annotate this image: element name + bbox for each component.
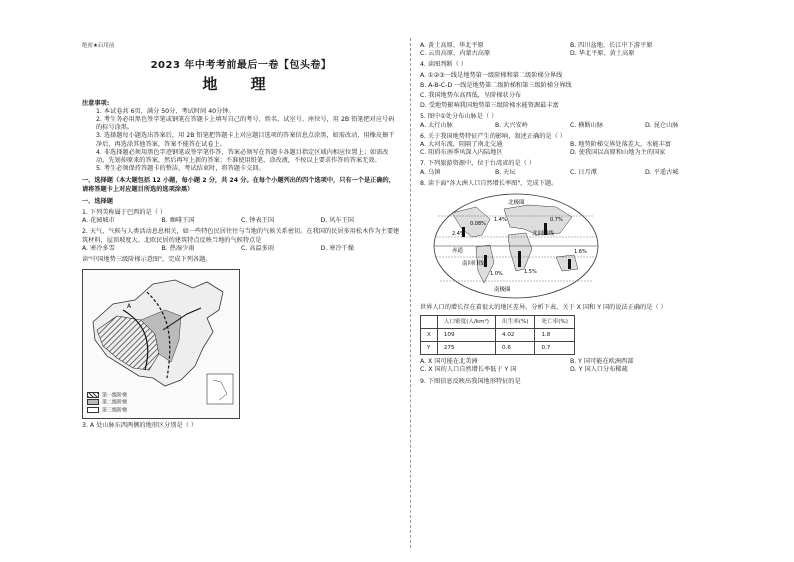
map-label-tropic-s: 南回归线 xyxy=(462,261,485,268)
options xyxy=(82,217,400,225)
question-4-stem: 4. 读图判断（ ） xyxy=(420,61,467,69)
rate-label: 0.7% xyxy=(550,217,563,224)
option[interactable]: C. 日月潭 xyxy=(570,168,597,176)
rate-label: 2.4% xyxy=(452,231,465,238)
question-8-stem: 8. 读下面"各大洲人口自然增长率图"，完成下题。 xyxy=(420,179,558,187)
option[interactable]: C. 云贵高原、内蒙古高原 xyxy=(420,50,491,58)
notice-item: 2. 考生务必用黑色签字笔或钢笔在答题卡上填写自己的考号、姓名、试室号、座位号，用 2B 铅笔把对应号码的标号涂黑。 xyxy=(96,116,395,132)
option[interactable]: A. 乌镇 xyxy=(420,168,441,176)
legend-swatch xyxy=(87,407,99,413)
option[interactable]: D. 使我国以高原和山地为主的国家 xyxy=(570,149,666,157)
rate-label: 1.5% xyxy=(524,269,537,276)
table-cell: 109 xyxy=(437,329,495,342)
question-stem: 2. 天气、气候与人类活动息息相关，如一些特色民居往往与当地的气候关系密切。在我国的民居多用松木作为主要建筑材料，屋顶坡度大。北欧民居的建筑特点反映当地的气候特点是 xyxy=(82,228,400,244)
option[interactable]: D. 华北平原、黄土高原 xyxy=(570,50,635,58)
question-5-options xyxy=(420,122,720,130)
option[interactable]: A. 大河东流，阻隔了南北交通 xyxy=(420,141,503,149)
legend-item: 第一级阶梯 xyxy=(87,392,127,400)
exam-title: 2023 年中考考前最后一卷【包头卷】 xyxy=(150,60,332,72)
map-label-south-pole: 南极圈 xyxy=(494,287,511,294)
option[interactable]: C. 我国地势东高西低，呈阶梯状分布 xyxy=(420,92,522,100)
table-header xyxy=(421,316,438,329)
option[interactable]: B. 地势阶梯交界处落差大，水能丰富 xyxy=(570,141,671,149)
question-3-stem: 3. A 处山脉东西两侧的地形区分别是（ ） xyxy=(82,422,198,430)
option[interactable]: C. 阻碍东南季风深入内陆地区 xyxy=(420,149,503,157)
map-label-tropic-n: 北回归线 xyxy=(532,231,555,238)
question-6-stem: 6. 关于我国地势特征产生的影响，叙述正确的是（ ） xyxy=(420,132,566,140)
option[interactable]: B. 天坛 xyxy=(495,168,516,176)
option[interactable]: D. 昆仑山脉 xyxy=(645,121,679,129)
rate-label: 1.4% xyxy=(494,217,507,224)
table-header-row xyxy=(421,316,575,329)
question-4-options xyxy=(420,72,720,111)
notice-heading: 注意事项: xyxy=(82,99,110,107)
legend-swatch xyxy=(87,399,99,405)
column-divider xyxy=(410,38,411,548)
option[interactable]: C. 横断山脉 xyxy=(570,121,604,129)
rate-label: 1.0% xyxy=(490,271,503,278)
option[interactable]: B. Y 国可能在欧洲西部 xyxy=(570,358,634,366)
option[interactable]: A. 太行山脉 xyxy=(420,121,453,129)
notice-list xyxy=(82,108,400,174)
option[interactable]: D. 寒冷干燥 xyxy=(320,244,354,252)
option[interactable]: C. X 国的人口自然增长率低于 Y 国 xyxy=(420,366,517,374)
question-1 xyxy=(82,209,400,225)
map-label-equator: 赤道 xyxy=(452,248,464,255)
option[interactable]: B. 四川盆地、长江中下游平原 xyxy=(570,42,653,49)
option[interactable]: D. 风车王国 xyxy=(320,217,354,225)
rate-label: 1.6% xyxy=(574,249,587,256)
world-population-map xyxy=(432,191,600,301)
question-3-options xyxy=(420,42,720,58)
option[interactable]: B. 大兴安岭 xyxy=(495,121,528,129)
table-cell: Y xyxy=(421,342,438,355)
option[interactable]: D. 受地势影响我国地势第三级阶梯水能资源最丰富 xyxy=(420,102,559,110)
legend-item: 第三级阶梯 xyxy=(87,407,127,415)
option[interactable]: A. 寒冷多雪 xyxy=(82,244,115,252)
world-map-graphic xyxy=(432,191,600,301)
option[interactable]: D. Y 国人口分布稀疏 xyxy=(570,366,628,374)
option[interactable]: B. 咖啡王国 xyxy=(161,217,195,225)
legend-item: 第二级阶梯 xyxy=(87,399,127,407)
table-header: 人口密度(人/km²) xyxy=(437,316,495,329)
data-table xyxy=(420,315,575,355)
legend-swatch xyxy=(87,392,99,398)
subject-title: 地 理 xyxy=(202,75,280,94)
question-stem: 1. 下列美称属于巴西的是（ ） xyxy=(82,209,167,217)
map-intro: 读"中国地势三级阶梯示意图"，完成下列各题。 xyxy=(82,256,212,264)
table-row xyxy=(421,342,575,355)
section-label: 一、选择题 xyxy=(82,197,113,205)
option[interactable]: A. ①②③一线是地势第一级阶梯和第二级阶梯分界线 xyxy=(420,71,563,79)
question-9-stem: 9. 下图信息反映出我国地形特征的是 xyxy=(420,377,521,385)
rate-label: 0.08% xyxy=(470,221,486,228)
option[interactable]: A. 花园城市 xyxy=(82,217,115,225)
china-terrain-map xyxy=(82,269,240,419)
table-intro: 世界人口的增长存在着很大的地区差异。分析下表，关于 X 国和 Y 国的说法正确的是（ ） xyxy=(420,304,667,312)
question-8-options xyxy=(420,358,720,374)
question-2 xyxy=(82,228,400,253)
table-cell: X xyxy=(421,329,438,342)
confidential-label: 绝密★启用前 xyxy=(82,43,115,49)
table-cell: 1.8 xyxy=(535,329,574,342)
notice-item: 3. 选择题每小题选出答案后，用 2B 铅笔把答题卡上对应题目选项的答案信息点涂黑，如需改动，用橡皮擦干净后，再选涂其他答案，答案不能答在试卷上。 xyxy=(96,132,395,148)
map-label-north-pole: 北极圈 xyxy=(508,200,525,207)
table-header: 死亡率(%) xyxy=(535,316,574,329)
table-row xyxy=(421,329,575,342)
table-cell: 275 xyxy=(437,342,495,355)
question-6-options xyxy=(420,141,720,157)
right-column xyxy=(420,42,720,386)
question-7-options xyxy=(420,169,720,177)
notice-item: 1. 本试卷共 6页，满分 50分，考试时间 40分钟。 xyxy=(96,107,235,115)
option[interactable]: B. 热湿少雨 xyxy=(161,244,195,252)
options xyxy=(82,245,400,253)
map-label-a: A xyxy=(127,303,132,311)
notice-item: 5. 考生必须保持答题卡的整洁，考试结束时，将答题卡交回。 xyxy=(96,165,265,173)
table-header: 出生率(%) xyxy=(496,316,535,329)
table-cell: 0.6 xyxy=(496,342,535,355)
map-legend xyxy=(87,392,127,415)
option[interactable]: C. 高温多雨 xyxy=(241,244,275,252)
option[interactable]: B. A-B-C-D 一线是地势第二级阶梯和第三级阶梯分界线 xyxy=(420,81,572,89)
table-cell: 4.02 xyxy=(496,329,535,342)
option[interactable]: A. 黄土高原、华北平原 xyxy=(420,42,484,49)
option[interactable]: D. 平遥古城 xyxy=(645,168,679,176)
notice-item: 4. 非选择题必须用黑色字迹钢笔或签字笔作答，答案必须写在答题卡各题目指定区域内相应位置上；如需改动，先划掉原来的答案，然后再写上新的答案；不准使用铅笔、涂改液，不按以上要求作答的答案无效。 xyxy=(96,148,389,165)
table-cell: 0.7 xyxy=(535,342,574,355)
left-column xyxy=(82,42,400,430)
part1-heading: 一、选择题（本大题包括 12 小题，每小题 2 分，共 24 分。在每个小题列出的四个选项中，只有一个是正确的，请将答题卡上对应题目所选的选项涂黑） xyxy=(82,177,395,193)
question-5-stem: 5. 图中①处分布山脉是（ ） xyxy=(420,113,498,121)
question-7-stem: 7. 下列旅游资源中，位于台湾省的是（ ） xyxy=(420,160,536,168)
option[interactable]: C. 钟表王国 xyxy=(241,217,275,225)
option[interactable]: A. X 国可能在北美洲 xyxy=(420,358,478,366)
